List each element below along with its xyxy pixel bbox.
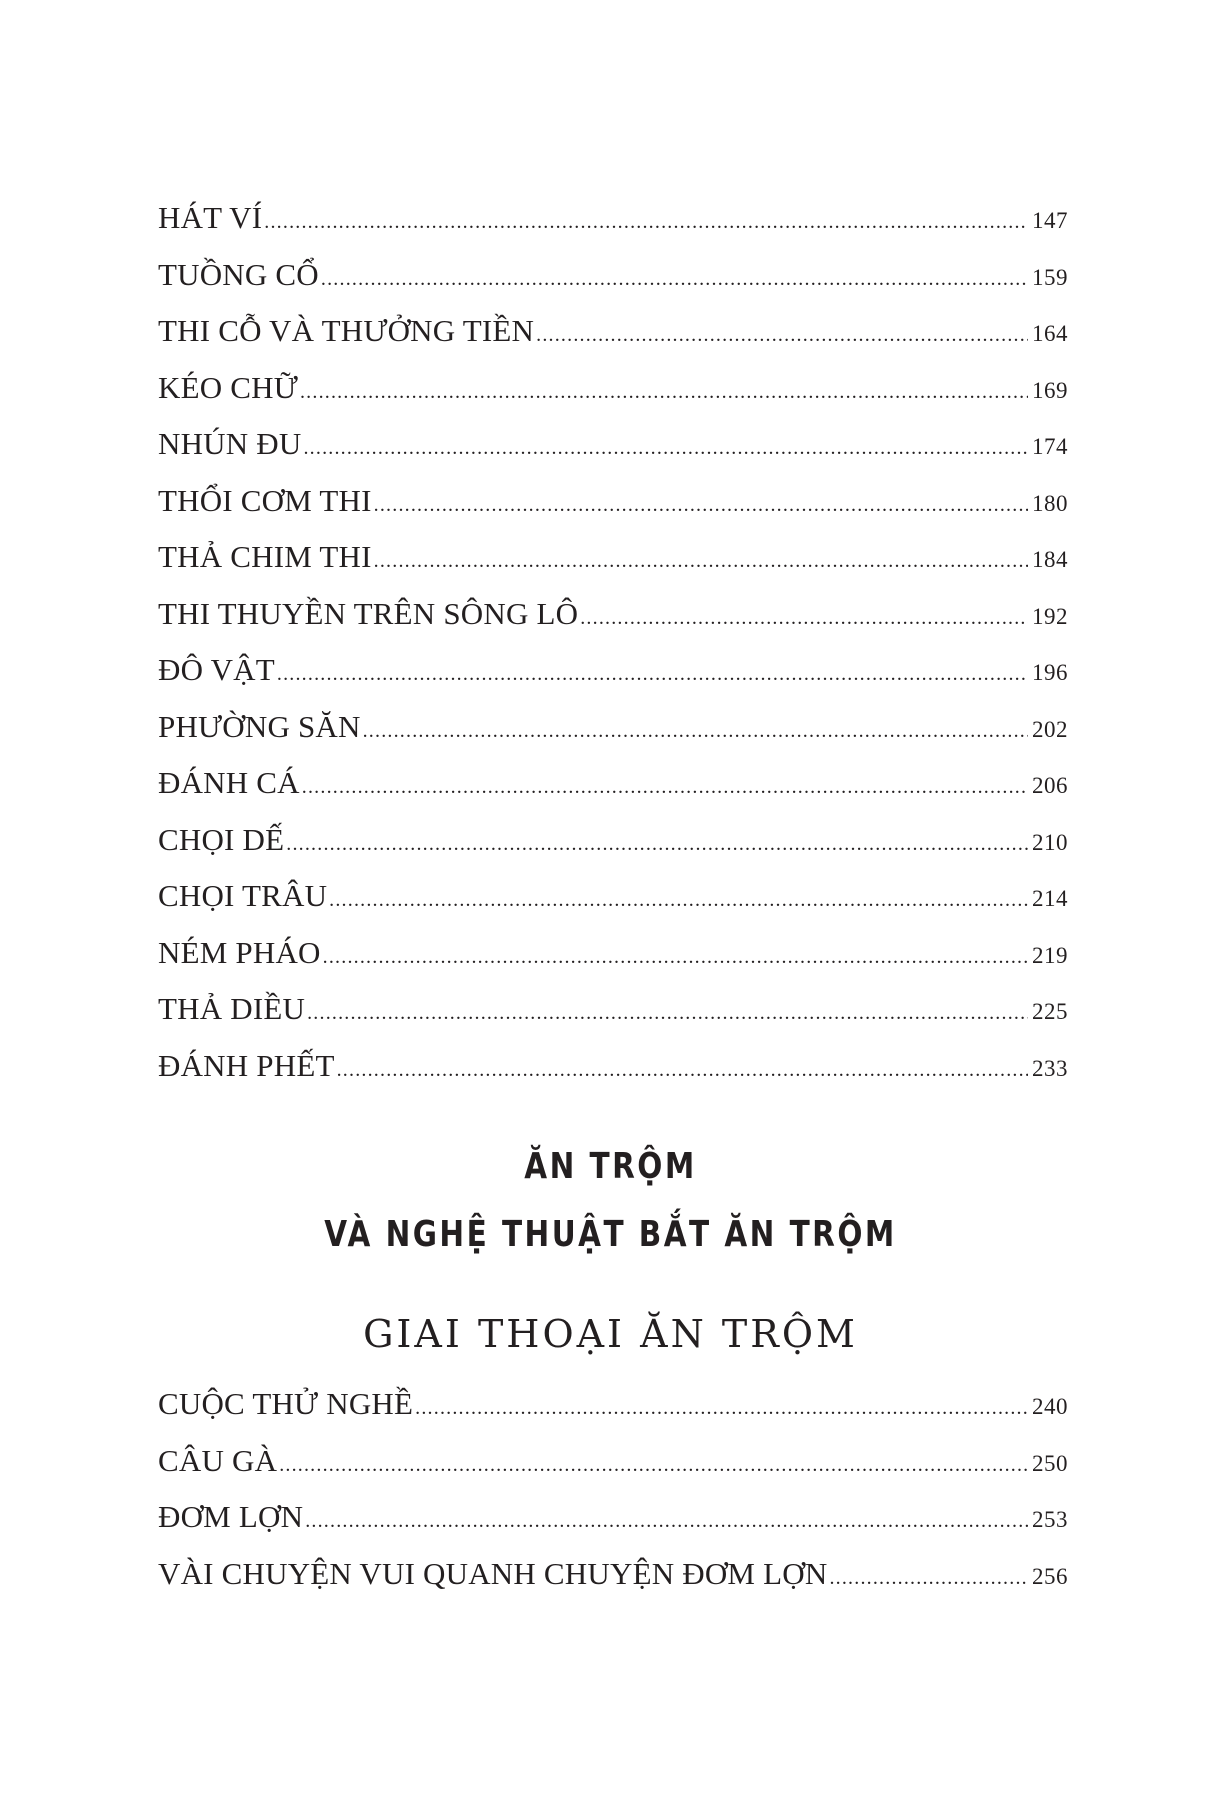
toc-entry-page: 240 bbox=[1032, 1394, 1068, 1419]
toc-entry-page: 206 bbox=[1032, 773, 1068, 798]
dot-leader bbox=[363, 703, 1028, 760]
toc-entry-page: 174 bbox=[1032, 434, 1068, 459]
toc-entry bbox=[158, 642, 1068, 699]
dot-leader bbox=[277, 646, 1028, 703]
toc-entry-page: 210 bbox=[1032, 829, 1068, 855]
dot-leader bbox=[300, 364, 1028, 421]
dot-leader bbox=[374, 477, 1028, 534]
dot-leader bbox=[536, 307, 1028, 364]
toc-entry-title: CHỌI DẾ bbox=[158, 821, 285, 857]
dot-leader bbox=[286, 816, 1028, 873]
dot-leader bbox=[305, 1493, 1028, 1550]
dot-leader bbox=[323, 929, 1028, 986]
dot-leader bbox=[374, 533, 1028, 590]
toc-entry bbox=[158, 529, 1068, 586]
dot-leader bbox=[329, 872, 1028, 929]
toc-entry-title: CUỘC THỬ NGHỀ bbox=[158, 1386, 414, 1421]
toc-entry-page: 192 bbox=[1032, 603, 1068, 629]
toc-entry bbox=[158, 925, 1068, 982]
toc-entry-title: THI THUYỀN TRÊN SÔNG LÔ bbox=[158, 595, 579, 631]
toc-entry bbox=[158, 586, 1068, 643]
toc-entry-title: TUỒNG CỔ bbox=[158, 256, 319, 292]
toc-entry-title: CÂU GÀ bbox=[158, 1442, 278, 1478]
toc-entry-page: 169 bbox=[1032, 377, 1068, 403]
toc-entry-page: 147 bbox=[1032, 208, 1068, 233]
part-title-line-2: VÀ NGHỆ THUẬT BẮT ĂN TRỘM bbox=[324, 1214, 897, 1255]
toc-entry bbox=[158, 699, 1068, 756]
toc-entry-page: 184 bbox=[1032, 547, 1068, 572]
toc-entry bbox=[158, 303, 1068, 360]
toc-entry-title: THẢ CHIM THI bbox=[158, 539, 372, 574]
dot-leader bbox=[302, 759, 1028, 816]
toc-entry-title: PHƯỜNG SĂN bbox=[158, 708, 361, 744]
toc-entry-page: 253 bbox=[1032, 1507, 1068, 1532]
toc-entry-title: THI CỖ VÀ THƯỞNG TIỀN bbox=[158, 313, 535, 348]
toc-entry-page: 256 bbox=[1032, 1563, 1068, 1589]
toc-entry bbox=[158, 360, 1068, 417]
toc-entry-page: 233 bbox=[1032, 1055, 1068, 1081]
toc-entry bbox=[158, 416, 1068, 473]
dot-leader bbox=[415, 1380, 1028, 1437]
toc-entry bbox=[158, 1433, 1068, 1490]
toc-entry-page: 164 bbox=[1032, 321, 1068, 346]
toc-entry-title: THẢ DIỀU bbox=[158, 991, 306, 1026]
toc-entry-title: ĐÁNH CÁ bbox=[158, 765, 300, 800]
dot-leader bbox=[307, 985, 1028, 1042]
toc-entry-page: 219 bbox=[1032, 942, 1068, 968]
dot-leader bbox=[829, 1550, 1028, 1607]
toc-entry-page: 250 bbox=[1032, 1450, 1068, 1476]
table-of-contents-part-1 bbox=[158, 190, 1068, 1094]
toc-entry-title: VÀI CHUYỆN VUI QUANH CHUYỆN ĐƠM LỢN bbox=[158, 1555, 828, 1591]
toc-entry bbox=[158, 1038, 1068, 1095]
toc-entry bbox=[158, 190, 1068, 247]
dot-leader bbox=[264, 194, 1028, 251]
toc-entry-title: THỔI CƠM THI bbox=[158, 482, 372, 518]
toc-entry-title: NÉM PHÁO bbox=[158, 934, 321, 970]
toc-entry-page: 202 bbox=[1032, 716, 1068, 742]
dot-leader bbox=[337, 1042, 1028, 1099]
toc-entry-title: HÁT VÍ bbox=[158, 200, 263, 235]
toc-entry bbox=[158, 981, 1068, 1038]
toc-entry-page: 196 bbox=[1032, 660, 1068, 685]
toc-entry bbox=[158, 473, 1068, 530]
part-title-line-1: ĂN TRỘM bbox=[524, 1146, 697, 1187]
toc-entry-title: ĐÁNH PHẾT bbox=[158, 1047, 335, 1083]
toc-entry-page: 159 bbox=[1032, 264, 1068, 290]
toc-entry bbox=[158, 1489, 1068, 1546]
toc-entry bbox=[158, 868, 1068, 925]
dot-leader bbox=[321, 251, 1028, 308]
dot-leader bbox=[580, 590, 1028, 647]
dot-leader bbox=[279, 1437, 1028, 1494]
toc-entry-title: CHỌI TRÂU bbox=[158, 878, 328, 913]
toc-entry bbox=[158, 755, 1068, 812]
toc-entry bbox=[158, 1546, 1068, 1603]
toc-entry-title: NHÚN ĐU bbox=[158, 426, 302, 461]
section-title: GIAI THOẠI ĂN TRỘM bbox=[363, 1312, 858, 1356]
toc-entry-page: 180 bbox=[1032, 490, 1068, 516]
table-of-contents-part-2 bbox=[158, 1376, 1068, 1602]
toc-entry-title: KÉO CHỮ bbox=[158, 369, 298, 405]
toc-entry bbox=[158, 812, 1068, 869]
toc-entry-title: ĐƠM LỢN bbox=[158, 1499, 304, 1534]
toc-entry-title: ĐÔ VẬT bbox=[158, 652, 275, 687]
toc-entry bbox=[158, 1376, 1068, 1433]
toc-entry bbox=[158, 247, 1068, 304]
dot-leader bbox=[303, 420, 1028, 477]
toc-entry-page: 214 bbox=[1032, 886, 1068, 911]
toc-entry-page: 225 bbox=[1032, 999, 1068, 1024]
